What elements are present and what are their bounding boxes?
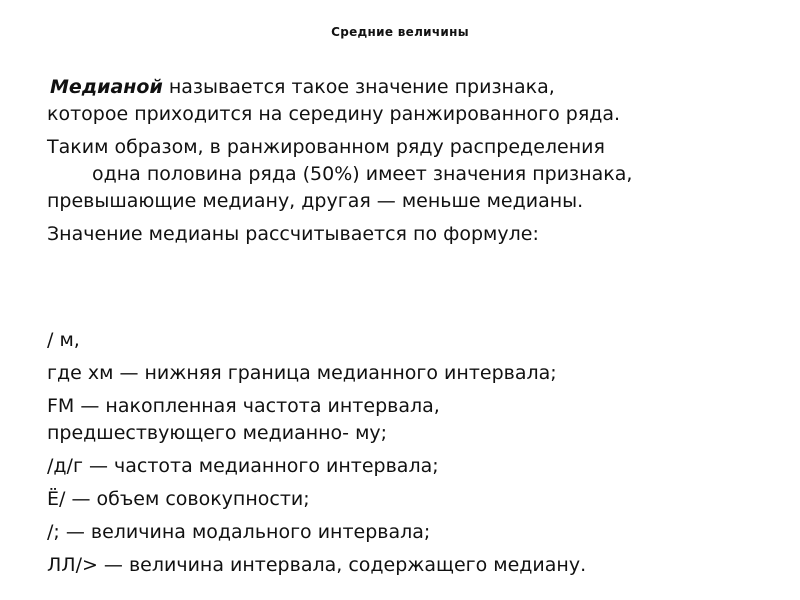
formula-intro-paragraph xyxy=(47,221,787,248)
explanation-line-2: одна половина ряда (50%) имеет значения признака, xyxy=(92,163,633,185)
legend-item xyxy=(47,552,787,579)
formula-tail: / м, xyxy=(47,329,80,351)
slide-content xyxy=(47,74,787,585)
explanation-line-1: Таким образом, в ранжированном ряду распределения xyxy=(47,136,605,158)
definition-line-1-text: называется такое значение признака, xyxy=(162,76,555,98)
legend-item xyxy=(47,453,787,480)
definition-line-2: которое приходится на середину ранжированного ряда. xyxy=(47,103,621,125)
legend-item-line: Ё/ — объем совокупности; xyxy=(47,488,310,510)
definition-term: Медианой xyxy=(50,76,163,98)
legend-list xyxy=(47,360,787,579)
formula-intro-line: Значение медианы рассчитывается по формуле: xyxy=(47,223,539,245)
legend-item-line: /д/г — частота медианного интервала; xyxy=(47,455,439,477)
legend-item-line: /; — величина модального интервала; xyxy=(47,521,431,543)
legend-item xyxy=(47,360,787,387)
legend-item-line: предшествующего медианно- му; xyxy=(47,422,388,444)
slide-title: Средние величины xyxy=(331,25,469,39)
formula-tail-paragraph xyxy=(47,327,787,354)
legend-item-line: FM — накопленная частота интервала, xyxy=(47,395,440,417)
legend-item-line: где хм — нижняя граница медианного интервала; xyxy=(47,362,557,384)
definition-line-1 xyxy=(47,74,787,101)
explanation-line-3: превышающие медиану, другая — меньше медианы. xyxy=(47,190,584,212)
legend-item xyxy=(47,486,787,513)
legend-item xyxy=(47,519,787,546)
legend-item xyxy=(47,393,787,447)
formula-area xyxy=(47,254,787,327)
legend-item-line: ЛЛ/> — величина интервала, содержащего медиану. xyxy=(47,554,587,576)
definition-paragraph xyxy=(47,74,787,128)
explanation-paragraph xyxy=(47,134,787,215)
